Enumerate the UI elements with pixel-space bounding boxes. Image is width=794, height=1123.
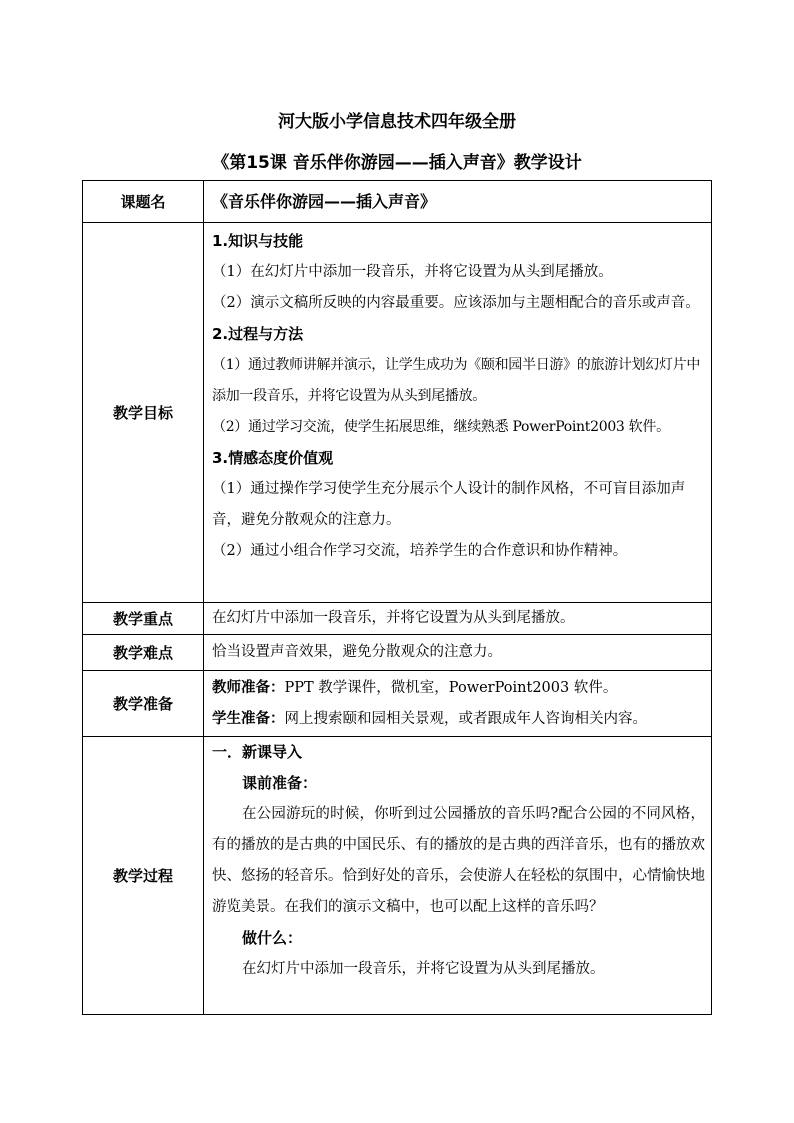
goal-section-1-heading: 1.知识与技能: [212, 232, 304, 250]
goal-1-item-1: （1）在幻灯片中添加一段音乐，并将它设置为从头到尾播放。: [212, 264, 613, 280]
process-sub-what: 做什么：: [242, 929, 303, 947]
label-preparation: 教学准备: [83, 671, 204, 737]
goal-1-item-2: （2）演示文稿所反映的内容最重要。应该添加与主题相配合的音乐或声音。: [212, 295, 700, 311]
goal-3-item-1: （1）通过操作学习使学生充分展示个人设计的制作风格，不可盲目添加声音，避免分散观众的注意力。: [212, 481, 686, 528]
value-goals: [204, 223, 712, 603]
process-paragraph-2: 在幻灯片中添加一段音乐，并将它设置为从头到尾播放。: [242, 961, 605, 977]
document-subtitle: 《第15课 音乐伴你游园——插入声音》教学设计: [212, 153, 582, 173]
label-process: 教学过程: [83, 737, 204, 1015]
value-preparation: [204, 671, 712, 737]
value-topic: [204, 181, 712, 223]
label-topic: 课题名: [83, 181, 204, 223]
row-process: [83, 737, 712, 1015]
goal-3-item-2: （2）通过小组合作学习交流，培养学生的合作意识和协作精神。: [212, 543, 628, 559]
process-sub-prep: 课前准备：: [242, 774, 318, 792]
goal-2-item-1: （1）通过教师讲解并演示，让学生成功为《颐和园半日游》的旅游计划幻灯片中添加一段音乐，并将它设置为从头到尾播放。: [212, 357, 701, 404]
row-key-point: [83, 603, 712, 635]
goal-2-item-2: （2）通过学习交流，使学生拓展思维，继续熟悉 PowerPoint2003 软件。: [212, 419, 670, 435]
teacher-preparation-label: 教师准备：: [212, 679, 285, 696]
process-heading: 一．新课导入: [212, 743, 303, 761]
value-difficulty: [204, 635, 712, 671]
row-preparation: [83, 671, 712, 737]
row-goals: [83, 223, 712, 603]
label-goals: 教学目标: [83, 223, 204, 603]
student-preparation: [212, 704, 705, 735]
process-paragraph-1: 在公园游玩的时候，你听到过公园播放的音乐吗?配合公园的不同风格，有的播放的是古典的中国民乐、有的播放的是古典的西洋音乐，也有的播放欢快、悠扬的轻音乐。恰到好处的音乐，会使游人在轻松的氛围中，心情愉快地游览美景。在我们的演示文稿中，也可以配上这样的音乐吗？: [212, 806, 705, 915]
label-difficulty: 教学难点: [83, 635, 204, 671]
difficulty-text: 恰当设置声音效果，避免分散观众的注意力。: [212, 644, 502, 660]
student-preparation-value: 网上搜索颐和园相关景观，或者跟成年人咨询相关内容。: [284, 710, 647, 727]
value-process: [204, 737, 712, 1015]
document-title: 河大版小学信息技术四年级全册: [278, 112, 516, 132]
row-difficulty: [83, 635, 712, 671]
goal-section-3-heading: 3.情感态度价值观: [212, 449, 334, 467]
label-key-point: 教学重点: [83, 603, 204, 635]
goal-section-2-heading: 2.过程与方法: [212, 325, 304, 343]
value-key-point: [204, 603, 712, 635]
row-topic: [83, 181, 712, 223]
teacher-preparation-value: PPT 教学课件，微机室，PowerPoint2003 软件。: [284, 679, 618, 696]
teacher-preparation: [212, 673, 705, 704]
student-preparation-label: 学生准备：: [212, 710, 285, 727]
key-point-text: 在幻灯片中添加一段音乐，并将它设置为从头到尾播放。: [212, 610, 575, 626]
topic-text: 《音乐伴你游园——插入声音》: [212, 191, 437, 211]
lesson-plan-table: [82, 180, 712, 1015]
